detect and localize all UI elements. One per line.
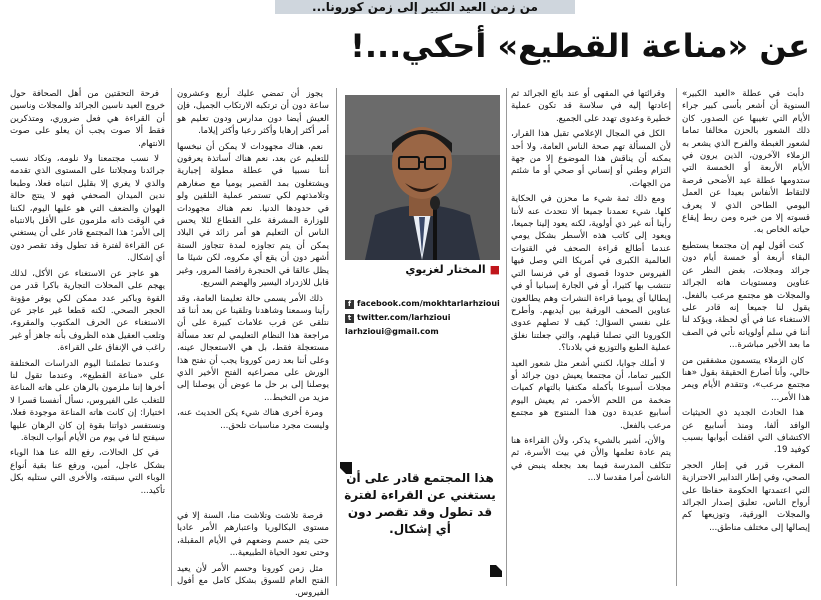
article-column-4 [10, 88, 165, 586]
column-divider [171, 88, 172, 586]
author-contacts [345, 296, 500, 340]
author-byline [345, 262, 500, 278]
paragraph: فرصة تلاشت وتلاشت منا، السنة إلا في مستوى البكالوريا واعتبارهم الأمر عاديا حتى يتم حسم وضعهم في الأيام المقبلة، وحتى تعود الحياة الطبيعية... [177, 511, 329, 559]
column-divider [676, 88, 677, 586]
paragraph: في كل الحالات، رفع الله عنا هذا الوباء بشكل عاجل، أمين، ورفع عنا بقية أنواع الوباء التي سبقته، والأخرى التي ستليه بكل تأكيد... [10, 448, 165, 496]
paragraph: ذلك الأمر يسمى حالة تعليمنا العامة، وقد رأينا وسمعنا وشاهدنا وتلقينا عن بعد أننا قد نتلقى عن قرب علامات كبيرة على أن مراجعة هذا النظام التعليمي لم تعد مسألة مستعجلة فقط، بل هي الاستعجال عينه، وعلى أننا بعد زمن كورونا يجب أن نفتح هذا الورش على مصراعيه الفتح الأخير الذي يوصلنا إلى بر حل ما عوض أن يوصلنا إلى مزيد من التخبط... [177, 293, 329, 403]
paragraph: دأبت في عطلة «العيد الكبير» السنوية أن أشعر بأسى كبير جراء الأيام التي تغيبها عن الصدور. كان ذلك الشعور بالحزن مخالفا تماما لشعور الغبطة والفرح الذي يشعر به الزملاء الآخرون، الذين يرون في الأيام الأربعة أو الخمسة التي ستدومها عطلة عيد الأضحى فرصة لالتقاط الأنفاس بعيدا عن العمل اليومي الطاحن الذي لا يعرف قسوته إلا من خبره ومن ربط إيقاع حياته الخاص به. [682, 89, 810, 236]
paragraph: ومرة أخرى هناك شيء يكن الحديث عنه، وليست مجرد مناسبات تلحق... [177, 408, 329, 431]
author-name: المختار لغزيوي [405, 263, 486, 276]
quote-close-icon [490, 565, 502, 577]
facebook-icon: f [345, 300, 354, 309]
paragraph: وعندما تطمئننا اليوم الدراسات المختلفة على «مناعة القطيع»، وعندما تقول لنا أخرها إننا ملزمون بالرهان على هاته المناعة للتغلب على الفيروس، نسأل أنفسنا قسرا لا اختيارا: إن كانت هاته المناعة موجودة فعلا، ونستفسر ذواتنا بقوة إن كان الرهان عليها سيفتح لنا في يوم من الأيام أبواب النجاة. [10, 358, 165, 443]
author-photo [345, 95, 500, 260]
paragraph: يجوز أن تمضي عليك أربع وعشرون ساعة دون أن ترتكبه الارتكاب الجميل، فإن العيش أيضا دون مدارس ودون تعليم هو أمر أكثر إرهابا وأكثر رعبا وأكثر إيلاما. [177, 89, 329, 137]
column-divider [506, 88, 507, 586]
paragraph: المغرب قرر في إطار الحجر الصحي، وفي إطار التدابير الاحترازية التي اعتمدتها الحكومة حفاظا على أرواح الناس، تعليق إصدار الجرائد والمجلات الورقية، وتوزيعها كم إيصالها إلى مختلف مناطق... [682, 460, 810, 533]
paragraph: والأن، أشير بالشيء يذكر، ولأن القراءة هنا يتم عادة تعلمها والأن في بيت الأسرة، ثم تتكلف المدرسة فيما بعد بجعله ينبض في الناشئ أمرا مقدسا لا... [511, 435, 671, 484]
facebook-link[interactable]: facebook.com/mokhtarlarhzioui [357, 299, 500, 308]
email-link[interactable]: larhzioui@gmail.com [345, 327, 439, 336]
pull-quote: هذا المجتمع قادر على أن يستغني عن القراءة لفترة قد تطول وقد تقصر دون أي إشكال. [344, 471, 496, 536]
article-column-3-continued [177, 510, 329, 599]
paragraph: مثل زمن كورونا وحسم الأمر لأن يعيد الفتح العام للسوق بشكل كامل مع أفول الفيروس. [177, 563, 329, 599]
article-column-2 [511, 88, 671, 586]
article-column-1 [682, 88, 810, 586]
twitter-contact[interactable] [345, 312, 500, 324]
paragraph: وقرائتها في المقهى أو عند بائع الجرائد ثم إعادتها إليه في سلاسة قد تكون عملية خطيرة وعدوى تهدد على الجميع. [511, 89, 671, 124]
paragraph: فرحة التحقتين من أهل الصحافة حول خروج العيد ناسين الجرائد والمجلات وناسين أن القراءة هي فعل ضروري، ومتذكرين فقط ألا صوت يجب أن يعلو على صوت الانتهام. [10, 89, 165, 149]
column-divider [336, 88, 337, 586]
email-contact[interactable] [345, 326, 500, 338]
paragraph: لا نسب مجتمعنا ولا نلومه، ونكاد نسب جرائدنا ومجلاتنا على المستوى الذي تقدمه والذي لا يغري إلا بقليل انتباه فعلا، وطبعا ندين الميدان الصحفي فهو لا ينتج حالة الهوان والضعف التي هو عليها اليوم، لكننا في الوقت ذاته ملزمون على الأقل بالانتباه إلى الأمر: هذا المجتمع قادر على أن يستغني عن القراءة لفترة قد تطول وقد تقصر دون أي إشكال. [10, 154, 165, 264]
paragraph: هو عاجز عن الاستغناء عن الأكل، لذلك يهجم على المحلات التجارية باكرا قدر من القوة وباكبر عدد ممكن لكي يوفر مؤونة الحجر الصحي. لكنه قطعا غير عاجز عن الاستغناء عن الحرف المكتوب والمقروء، وتلعب العقيل هذه الظروف بأنه جاهز أو غير راغب في الإنفاق على القراءة. [10, 268, 165, 354]
bullet-icon: ■ [489, 263, 500, 276]
paragraph: هذا الحادث الجديد ذي الحيثيات الوافد ألفا، ومنذ أسابيع عن الاكتشاف التي اقفلت أبوابها بسبب كوفيد 19. [682, 408, 810, 456]
kicker: من زمن العيد الكبير إلى زمن كورونا... [275, 0, 575, 14]
facebook-contact[interactable] [345, 298, 500, 310]
paragraph: الكل في المجال الإعلامي تقبل هذا القرار، لأن المسألة تهم صحة الناس العامة، ولا أحد يمكنه أن يناقش هذا الموضوع إلا من جهة التزام وطني أو إنساني أو صحي أو ما شئتم من الجهات. [511, 129, 671, 189]
page-title: عن «مناعة القطيع» أحكي...! [350, 27, 810, 65]
paragraph: ومع ذلك ثمة شيء ما محزن في الحكاية كلها. شيء تعمدنا جميعا ألا نتحدث عنه لأننا رأينا أنه غير ذي أولوية، لكنه يعود إلينا جميعا، ويعود إلى كاتب هذه الأسطر بشكل يومي عندما أطالع قراءة الصحف في القنوات العالمية الكبرى في أمريكا التي وصل فيها الفيروس حدودا قصوى أو في فرنسا التي تنتشب بها كثيرا، أو في الجارة إسبانيا أو في إيطاليا أي يوميا قراءة النشرات وهم يطالعون عناوين الصحف الورقية بين أيديهم. وأطرح على نفسي السؤال: كيف لا تصلهم عدوى الكورونا التي تصلنا قبلهم، والتي جعلتنا نغلق عملية الطبع والتوزيع في بلادنا؟. [511, 194, 671, 354]
author-portrait-illustration [345, 95, 500, 260]
article-column-3 [177, 88, 329, 508]
paragraph: نعم، هناك مجهودات لا يمكن أن نبخسها للتعليم عن بعد، نعم هناك أساتذة يعرفون أننا نسبيا في عطلة مطولة إجبارية ويشتغلون بمد القصير يوميا مع صغارهم وتلامذتهم لكي تستمر عملية التلقين ولو في حدودها الدنيا. نعم هناك مجهودات للوزارة المشرفة على القطاع لئلا يحس الناس أن التعليم هو أمر زائد في البلاد يمكن أن يتم تجاوزه لمدة تتجاوز الستة أشهر دون أن يقع أي مكروه، لكن شيئا ما يظل عالقا في الحنجرة رافضا المرور، وغير قابل للازدراد اليسير والهضم السريع. [177, 141, 329, 289]
paragraph: كنت أقول لهم إن مجتمعا يستطيع البقاء أربعة أو خمسة أيام دون جرائد ومجلات، بغض النظر عن عناوين ومستويات هاته الجرائد والمجلات هو مجتمع مرعب بالفعل. يقول لنا جميعا إنه قادر على الاستغناء عنا في أي لحظة، ويؤكد لنا أننا في سلم أولوياته نأتي في الصف ما بعد الأخير مباشرة... [682, 240, 810, 351]
twitter-icon: t [345, 314, 354, 323]
paragraph: لا أملك جوابا، لكنني أشعر مثل شعور العيد الكبير تماما، أن مجتمعا يعيش دون جرائد أو مجلات أسبوعا بأكمله مكتفيا بالتهام كميات ضخمة من اللحم الأحمر، ثم يعيش اليوم أسابيع عديدة دون هذا المنتوج هو مجتمع مرعب بالفعل. [511, 358, 671, 431]
paragraph: كان الزملاء يبتسمون مشفقين من حالي، وأنا أصارع الحقيقة بقول «هنا مجتمع مرعب»، وتتقدم الأيام ويمر هذا الأمر... [682, 355, 810, 403]
twitter-link[interactable]: twitter.com/larhzioui [357, 313, 451, 322]
